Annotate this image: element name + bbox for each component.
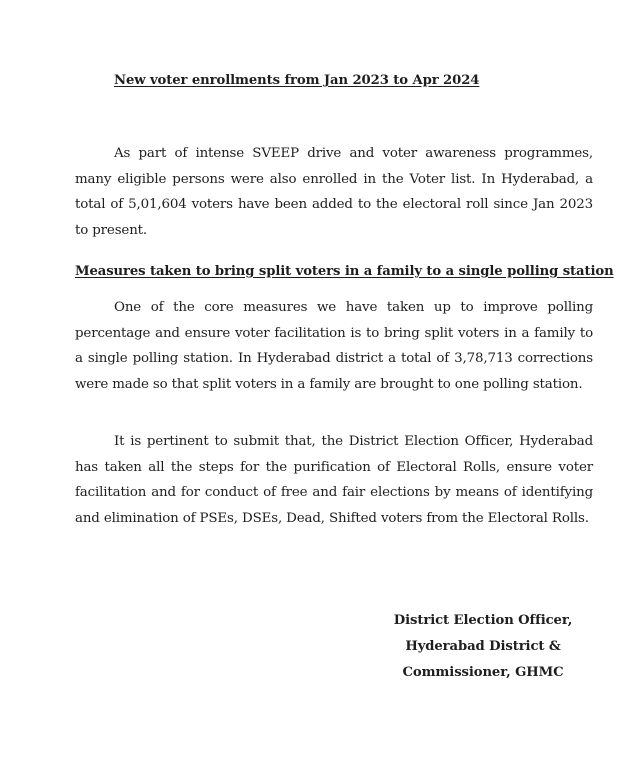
section-heading-split-voters: Measures taken to bring split voters in a family to a single polling station (75, 264, 614, 279)
signature-line-district: Hyderabad District & (405, 639, 561, 654)
paragraph-conclusion: It is pertinent to submit that, the District Election Officer, Hyderabad has taken all the steps for the purification of Electoral Rolls, ensure voter facilitation and for conduct of free and fair elections by means of identifying and elimination of PSEs, DSEs, Dead, Shifted voters from the Electoral Rolls. (75, 434, 593, 526)
signature-line-designation: District Election Officer, (393, 613, 573, 628)
signature-line-commissioner: Commissioner, GHMC (402, 665, 564, 680)
signature-block (385, 608, 581, 686)
paragraph-voter-enrollments: As part of intense SVEEP drive and voter awareness programmes, many eligible persons were also enrolled in the Voter list. In Hyderabad, a total of 5,01,604 voters have been added to the electoral roll since Jan 2023 to present. (75, 146, 593, 238)
paragraph-split-voters: One of the core measures we have taken up to improve polling percentage and ensure voter facilitation is to bring split voters in a family to a single polling station. In Hyderabad district a total of 3,78,713 corrections were made so that split voters in a family are brought to one polling station. (75, 300, 593, 392)
section-heading-voter-enrollments: New voter enrollments from Jan 2023 to Apr 2024 (114, 73, 480, 88)
